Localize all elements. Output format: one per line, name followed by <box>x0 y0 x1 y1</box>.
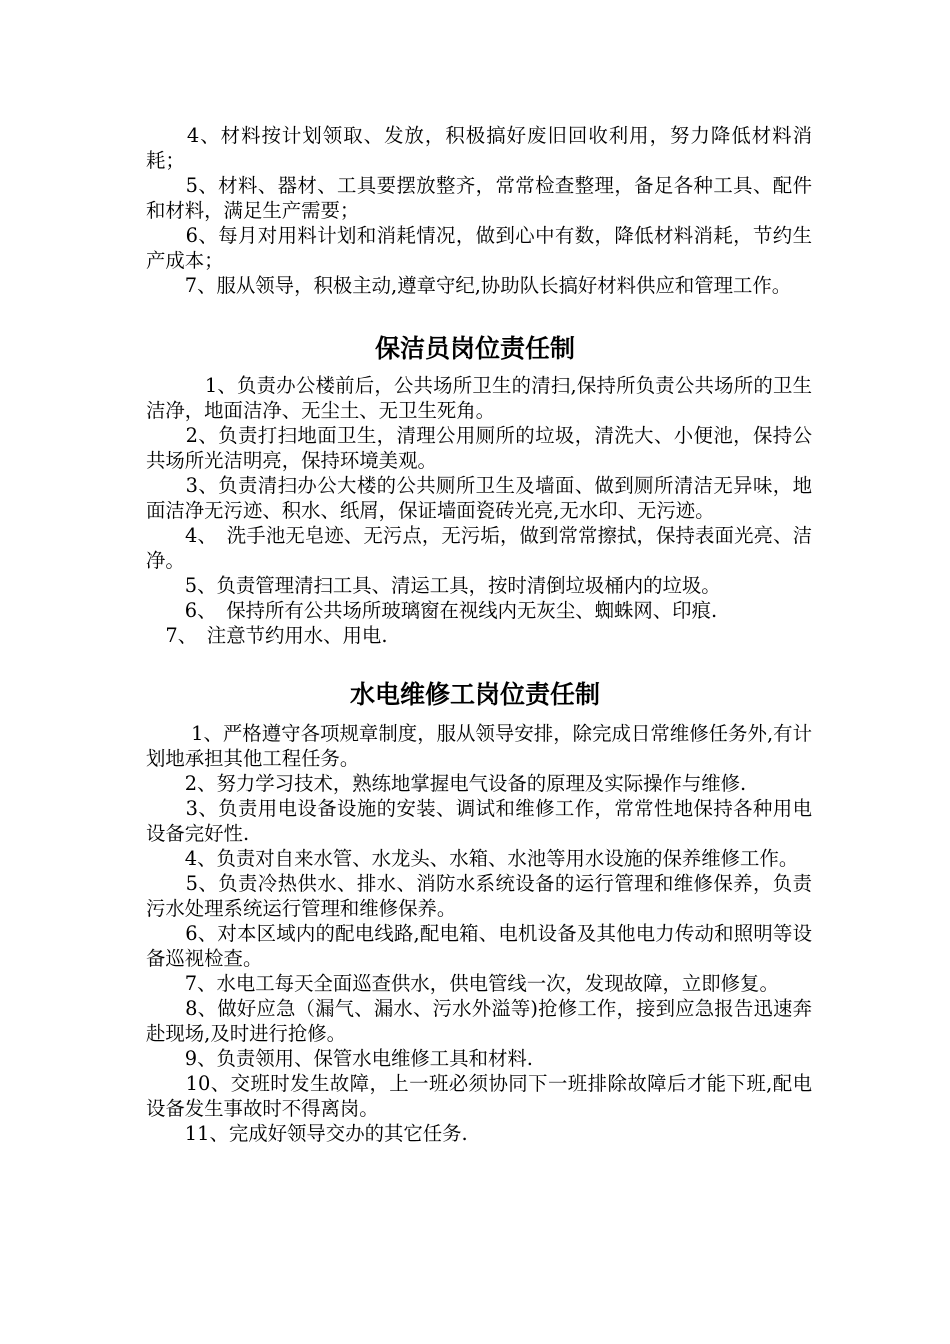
duty-item-6: 6、每月对用料计划和消耗情况，做到心中有数，降低材料消耗，节约生产成本； <box>146 224 812 272</box>
maintenance-item-7: 7、水电工每天全面巡查供水，供电管线一次，发现故障，立即修复。 <box>146 972 779 995</box>
maintenance-item-3: 3、负责用电设备设施的安装、调试和维修工作，常常性地保持各种用电设备完好性. <box>146 797 812 845</box>
maintenance-item-4: 4、负责对自来水管、水龙头、水箱、水池等用水设施的保养维修工作。 <box>146 847 799 870</box>
cleaner-item-2: 2、负责打扫地面卫生，清理公用厕所的垃圾，清洗大、小便池，保持公共场所光洁明亮，保持环境美观。 <box>146 424 812 472</box>
maintenance-item-8: 8、做好应急（漏气、漏水、污水外溢等)抢修工作，接到应急报告迅速奔赴现场,及时进行抢修。 <box>146 997 812 1045</box>
maintenance-item-11: 11、完成好领导交办的其它任务. <box>146 1122 468 1145</box>
cleaner-duties-title: 保洁员岗位责任制 <box>374 334 575 363</box>
cleaner-item-5: 5、负责管理清扫工具、清运工具，按时清倒垃圾桶内的垃圾。 <box>146 574 721 597</box>
cleaner-duties-list <box>146 373 812 648</box>
maintenance-item-1: 1、严格遵守各项规章制度，服从领导安排，除完成日常维修任务外,有计划地承担其他工程任务。 <box>146 722 812 770</box>
duty-item-5: 5、材料、器材、工具要摆放整齐，常常检查整理，备足各种工具、配件和材料，满足生产需要； <box>146 174 812 222</box>
maintenance-duties-list <box>146 721 812 1146</box>
maintenance-item-2: 2、努力学习技术，熟练地掌握电气设备的原理及实际操作与维修. <box>146 772 747 795</box>
maintenance-item-6: 6、对本区域内的配电线路,配电箱、电机设备及其他电力传动和照明等设备巡视检查。 <box>146 922 812 970</box>
cleaner-item-4: 4、 洗手池无皂迹、无污点，无污垢，做到常常擦拭，保持表面光亮、洁净。 <box>146 524 812 572</box>
maintenance-duties-title: 水电维修工岗位责任制 <box>349 680 600 709</box>
maintenance-item-10: 10、交班时发生故障，上一班必须协同下一班排除故障后才能下班,配电设备发生事故时不得离岗。 <box>146 1072 812 1120</box>
duty-item-4: 4、材料按计划领取、发放，积极搞好废旧回收利用，努力降低材料消耗； <box>146 124 812 172</box>
duty-item-7: 7、服从领导，积极主动,遵章守纪,协助队长搞好材料供应和管理工作。 <box>146 274 792 297</box>
cleaner-item-6: 6、 保持所有公共场所玻璃窗在视线内无灰尘、蜘蛛网、印痕. <box>146 599 718 622</box>
maintenance-item-9: 9、负责领用、保管水电维修工具和材料. <box>146 1047 533 1070</box>
cleaner-item-3: 3、负责清扫办公大楼的公共厕所卫生及墙面、做到厕所清洁无异味，地面洁净无污迹、积水、纸屑，保证墙面瓷砖光亮,无水印、无污迹。 <box>146 474 812 522</box>
cleaner-item-1: 1、负责办公楼前后，公共场所卫生的清扫,保持所负责公共场所的卫生洁净，地面洁净、无尘土、无卫生死角。 <box>146 374 812 422</box>
material-duties-list <box>146 123 812 298</box>
cleaner-item-7: 7、 注意节约用水、用电. <box>146 624 388 647</box>
maintenance-item-5: 5、负责冷热供水、排水、消防水系统设备的运行管理和维修保养，负责污水处理系统运行管理和维修保养。 <box>146 872 812 920</box>
